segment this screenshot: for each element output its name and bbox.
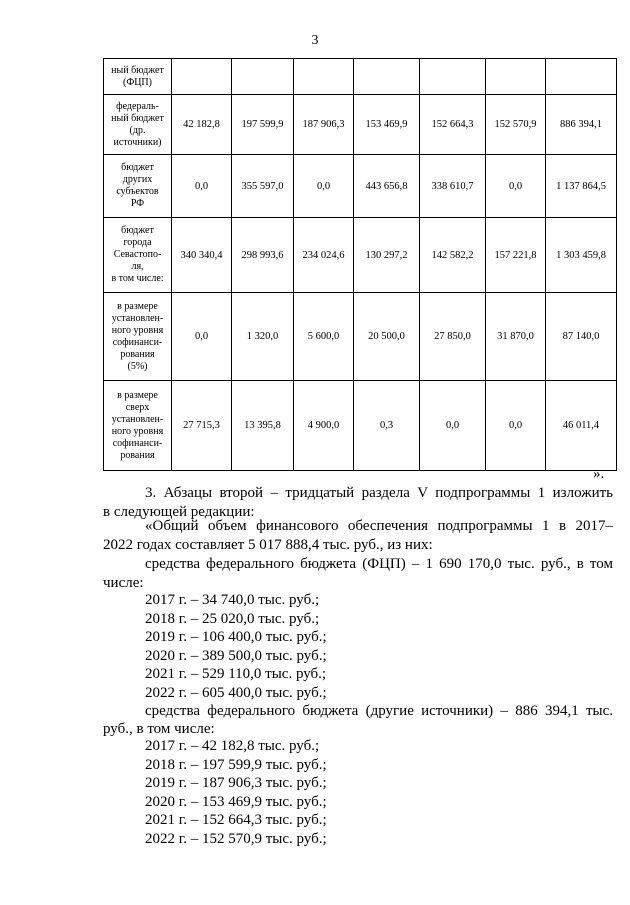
- paragraph-fcp-line-2: числе:: [103, 575, 144, 591]
- row-label-line: (5%): [127, 360, 148, 372]
- table-cell: 153 469,9: [354, 95, 420, 155]
- row-label-line: других: [122, 174, 153, 185]
- financing-table: [103, 58, 617, 471]
- table-cell: 0,0: [172, 293, 232, 381]
- row-label-line: РФ: [130, 198, 145, 209]
- row-label: [104, 155, 172, 218]
- table-cell: 197 599,9: [232, 95, 294, 155]
- table-cell: 0,0: [294, 155, 354, 218]
- table-cell: 338 610,7: [420, 155, 486, 218]
- row-label-line: ный бюджет: [111, 64, 164, 76]
- paragraph-fcp-line-1: средства федерального бюджета (ФЦП) – 1 690 170,0 тыс. руб., в том: [145, 556, 613, 572]
- table-cell: 152 570,9: [486, 95, 546, 155]
- table-cell: 27 850,0: [420, 293, 486, 381]
- table-cell: [486, 59, 546, 95]
- row-label-line: рования: [120, 348, 155, 360]
- table-cell: 130 297,2: [354, 218, 420, 293]
- table-cell: 13 395,8: [232, 381, 294, 471]
- table-cell: 0,0: [420, 381, 486, 471]
- table-cell: 234 024,6: [294, 218, 354, 293]
- table-cell: [546, 59, 617, 95]
- row-label-line: Севастопо-: [113, 249, 162, 260]
- table-cell: [294, 59, 354, 95]
- table-cell: 27 715,3: [172, 381, 232, 471]
- row-label: [104, 218, 172, 293]
- table-cell: 152 664,3: [420, 95, 486, 155]
- table-row: [104, 155, 617, 218]
- paragraph-other-line-2: руб., в том числе:: [103, 721, 215, 737]
- paragraph-other-line-1: средства федерального бюджета (другие источники) – 886 394,1 тыс.: [145, 703, 613, 719]
- row-label-line: в размере: [117, 300, 158, 312]
- table-cell: 1 137 864,5: [546, 155, 617, 218]
- table-cell: 42 182,8: [172, 95, 232, 155]
- fcp-year-item: 2020 г. – 389 500,0 тыс. руб.;: [145, 648, 327, 664]
- row-label-line: ля,: [131, 261, 144, 272]
- table-cell: 20 500,0: [354, 293, 420, 381]
- other-year-item: 2019 г. – 187 906,3 тыс. руб.;: [145, 775, 327, 791]
- table-row: [104, 293, 617, 381]
- row-label-line: бюджет: [121, 225, 154, 236]
- row-label-line: софинанси-: [112, 437, 163, 449]
- closing-quote-mark: ».: [593, 466, 605, 482]
- table-cell: 886 394,1: [546, 95, 617, 155]
- paragraph-total-line-1: «Общий объем финансового обеспечения подпрограммы 1 в 2017–: [145, 518, 613, 534]
- table-cell: 1 303 459,8: [546, 218, 617, 293]
- table-cell: 298 993,6: [232, 218, 294, 293]
- table-cell: 142 582,2: [420, 218, 486, 293]
- other-year-item: 2018 г. – 197 599,9 тыс. руб.;: [145, 757, 327, 773]
- table-cell: 355 597,0: [232, 155, 294, 218]
- table-cell: 1 320,0: [232, 293, 294, 381]
- row-label-line: ный бюджет: [111, 112, 164, 124]
- table-cell: 4 900,0: [294, 381, 354, 471]
- fcp-year-item: 2017 г. – 34 740,0 тыс. руб.;: [145, 592, 320, 608]
- table-cell: 46 011,4: [546, 381, 617, 471]
- table-cell: 0,0: [172, 155, 232, 218]
- fcp-year-item: 2022 г. – 605 400,0 тыс. руб.;: [145, 685, 327, 701]
- row-label-line: в размере: [117, 389, 158, 401]
- row-label-line: ного уровня: [111, 324, 164, 336]
- table-cell: 187 906,3: [294, 95, 354, 155]
- table-cell: 157 221,8: [486, 218, 546, 293]
- row-label-line: источники): [113, 136, 162, 148]
- table-row: [104, 59, 617, 95]
- row-label: [104, 59, 172, 95]
- row-label-line: (ФЦП): [122, 76, 152, 88]
- row-label-line: города: [123, 237, 152, 248]
- row-label-line: установлен-: [111, 413, 164, 425]
- table-cell: 0,3: [354, 381, 420, 471]
- row-label: [104, 95, 172, 155]
- row-label-line: установлен-: [111, 312, 164, 324]
- table-cell: 340 340,4: [172, 218, 232, 293]
- paragraph-total-line-2: 2022 годах составляет 5 017 888,4 тыс. руб., из них:: [103, 537, 433, 553]
- row-label-line: субъектов: [116, 186, 159, 197]
- row-label-line: сверх: [125, 401, 150, 413]
- table-row: [104, 218, 617, 293]
- table-cell: 87 140,0: [546, 293, 617, 381]
- paragraph-3-line-2: в следующей редакции:: [103, 504, 255, 520]
- fcp-year-item: 2021 г. – 529 110,0 тыс. руб.;: [145, 666, 327, 682]
- table-cell: 0,0: [486, 155, 546, 218]
- row-label-line: (др.: [129, 124, 146, 136]
- table-cell: [420, 59, 486, 95]
- table-cell: 31 870,0: [486, 293, 546, 381]
- other-year-item: 2020 г. – 153 469,9 тыс. руб.;: [145, 794, 327, 810]
- table-cell: [232, 59, 294, 95]
- table-row: [104, 95, 617, 155]
- table-cell: [172, 59, 232, 95]
- other-year-item: 2022 г. – 152 570,9 тыс. руб.;: [145, 831, 327, 847]
- row-label: [104, 381, 172, 471]
- row-label-line: бюджет: [121, 162, 154, 173]
- table-row: [104, 381, 617, 471]
- table-cell: 5 600,0: [294, 293, 354, 381]
- row-label-line: в том числе:: [111, 273, 164, 284]
- page-number: 3: [311, 33, 319, 48]
- other-year-item: 2017 г. – 42 182,8 тыс. руб.;: [145, 738, 320, 754]
- row-label-line: софинанси-: [112, 336, 163, 348]
- table-cell: 0,0: [486, 381, 546, 471]
- row-label: [104, 293, 172, 381]
- table-cell: [354, 59, 420, 95]
- fcp-year-item: 2018 г. – 25 020,0 тыс. руб.;: [145, 611, 320, 627]
- other-year-item: 2021 г. – 152 664,3 тыс. руб.;: [145, 812, 327, 828]
- table-cell: 443 656,8: [354, 155, 420, 218]
- fcp-year-item: 2019 г. – 106 400,0 тыс. руб.;: [145, 629, 327, 645]
- row-label-line: федераль-: [116, 100, 159, 112]
- row-label-line: рования: [120, 449, 155, 461]
- paragraph-3-line-1: 3. Абзацы второй – тридцатый раздела V подпрограммы 1 изложить: [145, 485, 613, 501]
- row-label-line: ного уровня: [111, 425, 164, 437]
